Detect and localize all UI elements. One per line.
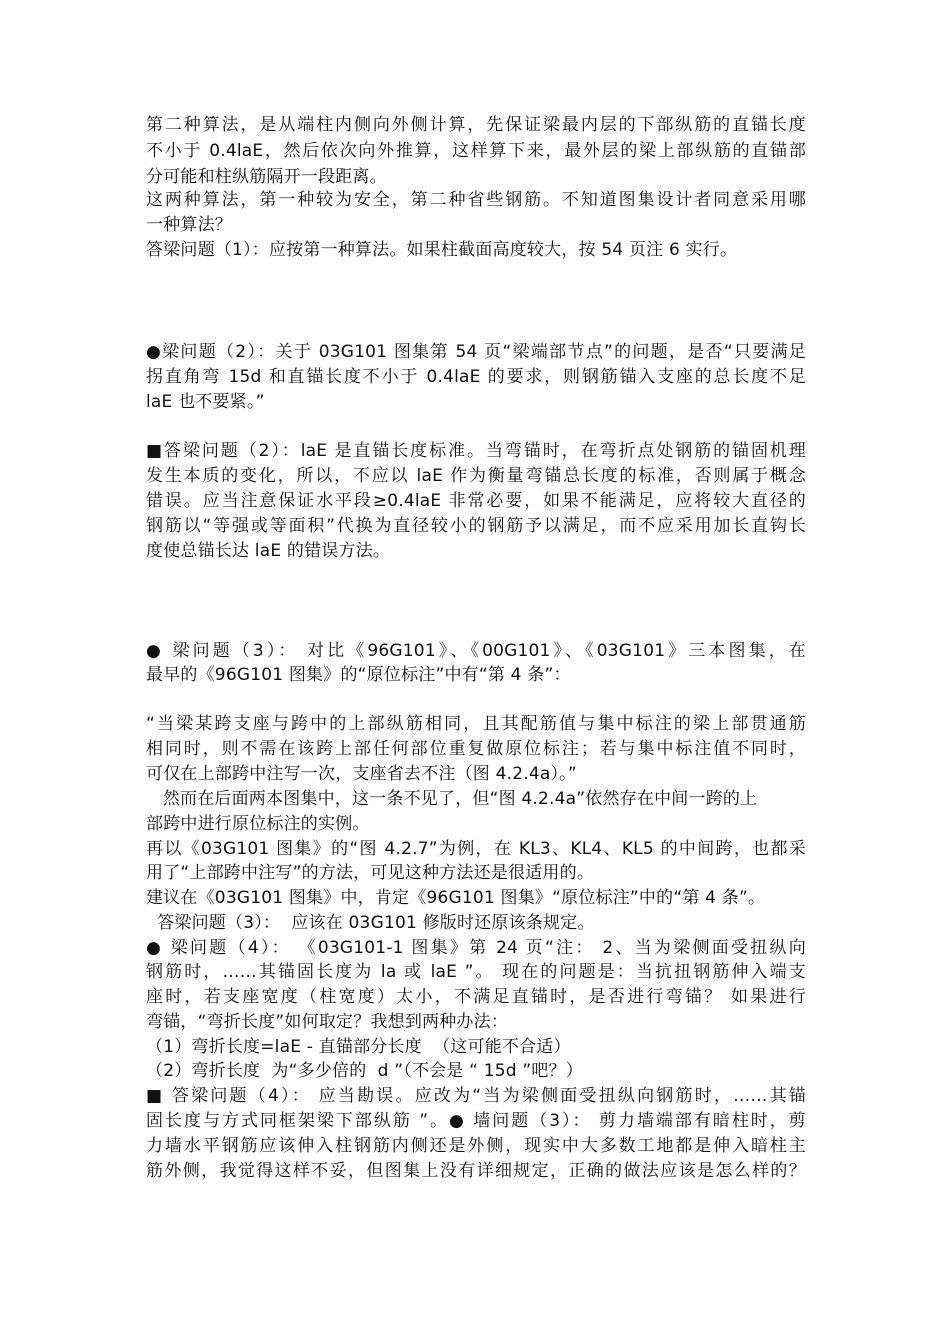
text-line: 建议在《03G101 图集》中，肯定《96G101 图集》“原位标注”中的“第 4 条”。 [146, 888, 766, 908]
text-line: 用了“上部跨中注写”的方法，可见这种方法还是很适用的。 [146, 863, 595, 883]
text-line: 这两种算法，第一种较为安全，第二种省些钢筋。不知道图集设计者同意采用哪 [146, 190, 806, 210]
answer-text: 固长度与方式同框架梁下部纵筋 ”。● 墙问题（3）： 剪力墙端部有暗柱时，剪 [146, 1111, 806, 1131]
answer-text: 错误。应当注意保证水平段≥0.4laE 非常必要，如果不能满足，应将较大直径的 [146, 491, 806, 511]
text-line: 第二种算法，是从端柱内侧向外侧计算，先保证梁最内层的下部纵筋的直锚长度 [146, 115, 806, 135]
question-text: 拐直角弯 15d 和直锚长度不小于 0.4laE 的要求，则钢筋锚入支座的总长度不足 [146, 367, 806, 387]
question-text: 筋外侧，我觉得这样不妥，但图集上没有详细规定，正确的做法应该是怎么样的？ [146, 1161, 806, 1181]
question-text: laE 也不要紧。” [146, 392, 265, 412]
quote-text: 相同时，则不需在该跨上部任何部位重复做原位标注；若与集中标注值不同时， [146, 739, 806, 759]
question-text: ●梁问题（2）：关于 03G101 图集第 54 页“梁端部节点”的问题，是否“只要满足 [146, 342, 806, 362]
question-text: （2）弯折长度 为“多少倍的 d ”（不会是 “ 15d ”吧？） [146, 1061, 583, 1081]
answer-text: 度使总锚长达 laE 的错误方法。 [146, 541, 391, 561]
question-text: 钢筋时，……其锚固长度为 la 或 laE ”。 现在的问题是：当抗扭钢筋伸入端支 [146, 962, 806, 982]
quote-text: 可仅在上部跨中注写一次，支座省去不注（图 4.2.4a）。” [146, 764, 577, 784]
text-line: 答梁问题（1）：应按第一种算法。如果柱截面高度较大，按 54 页注 6 实行。 [146, 240, 738, 260]
answer-text: 答梁问题（3）： 应该在 03G101 修版时还原该条规定。 [146, 913, 595, 933]
answer-text: ■答梁问题（2）：laE 是直锚长度标准。当弯锚时，在弯折点处钢筋的锚固机理 [146, 441, 806, 461]
question-text: ● 梁问题（4）： 《03G101-1 图集》第 24 页“注： 2、当为梁侧面受扭纵向 [146, 938, 806, 958]
text-line: 部跨中进行原位标注的实例。 [146, 814, 370, 834]
question-text: 力墙水平钢筋应该伸入柱钢筋内侧还是外侧，现实中大多数工地都是伸入暗柱主 [146, 1136, 806, 1156]
answer-text: ■ 答梁问题（4）： 应当勘误。应改为“当为梁侧面受扭纵向钢筋时，……其锚 [146, 1086, 806, 1106]
question-text: （1）弯折长度=laE - 直锚部分长度 （这可能不合适） [146, 1037, 571, 1057]
question-text: 座时，若支座宽度（柱宽度）太小，不满足直锚时，是否进行弯锚？ 如果进行 [146, 987, 806, 1007]
text-line: 分可能和柱纵筋隔开一段距离。 [146, 167, 387, 187]
question-text: ● 梁问题（3）： 对比《96G101》、《00G101》、《03G101》三本图集，在 [146, 641, 806, 661]
text-line: 再以《03G101 图集》的“图 4.2.7”为例，在 KL3、KL4、KL5 的中间跨，也都采 [146, 839, 806, 859]
text-line: 然而在后面两本图集中，这一条不见了，但“图 4.2.4a”依然存在中间一跨的上 [146, 789, 758, 809]
text-line: 一种算法？ [146, 215, 232, 235]
answer-text: 钢筋以“等强或等面积”代换为直径较小的钢筋予以满足，而不应采用加长直钩长 [146, 516, 806, 536]
quote-text: “当梁某跨支座与跨中的上部纵筋相同，且其配筋值与集中标注的梁上部贯通筋 [146, 714, 806, 734]
question-text: 弯锚，“弯折长度”如何取定？我想到两种办法： [146, 1012, 509, 1032]
answer-text: 发生本质的变化，所以，不应以 laE 作为衡量弯锚总长度的标准，否则属于概念 [146, 466, 806, 486]
question-text: 最早的《96G101 图集》的“原位标注”中有“第 4 条”： [146, 665, 571, 685]
text-line: 不小于 0.4laE，然后依次向外推算，这样算下来，最外层的梁上部纵筋的直锚部 [146, 141, 806, 161]
